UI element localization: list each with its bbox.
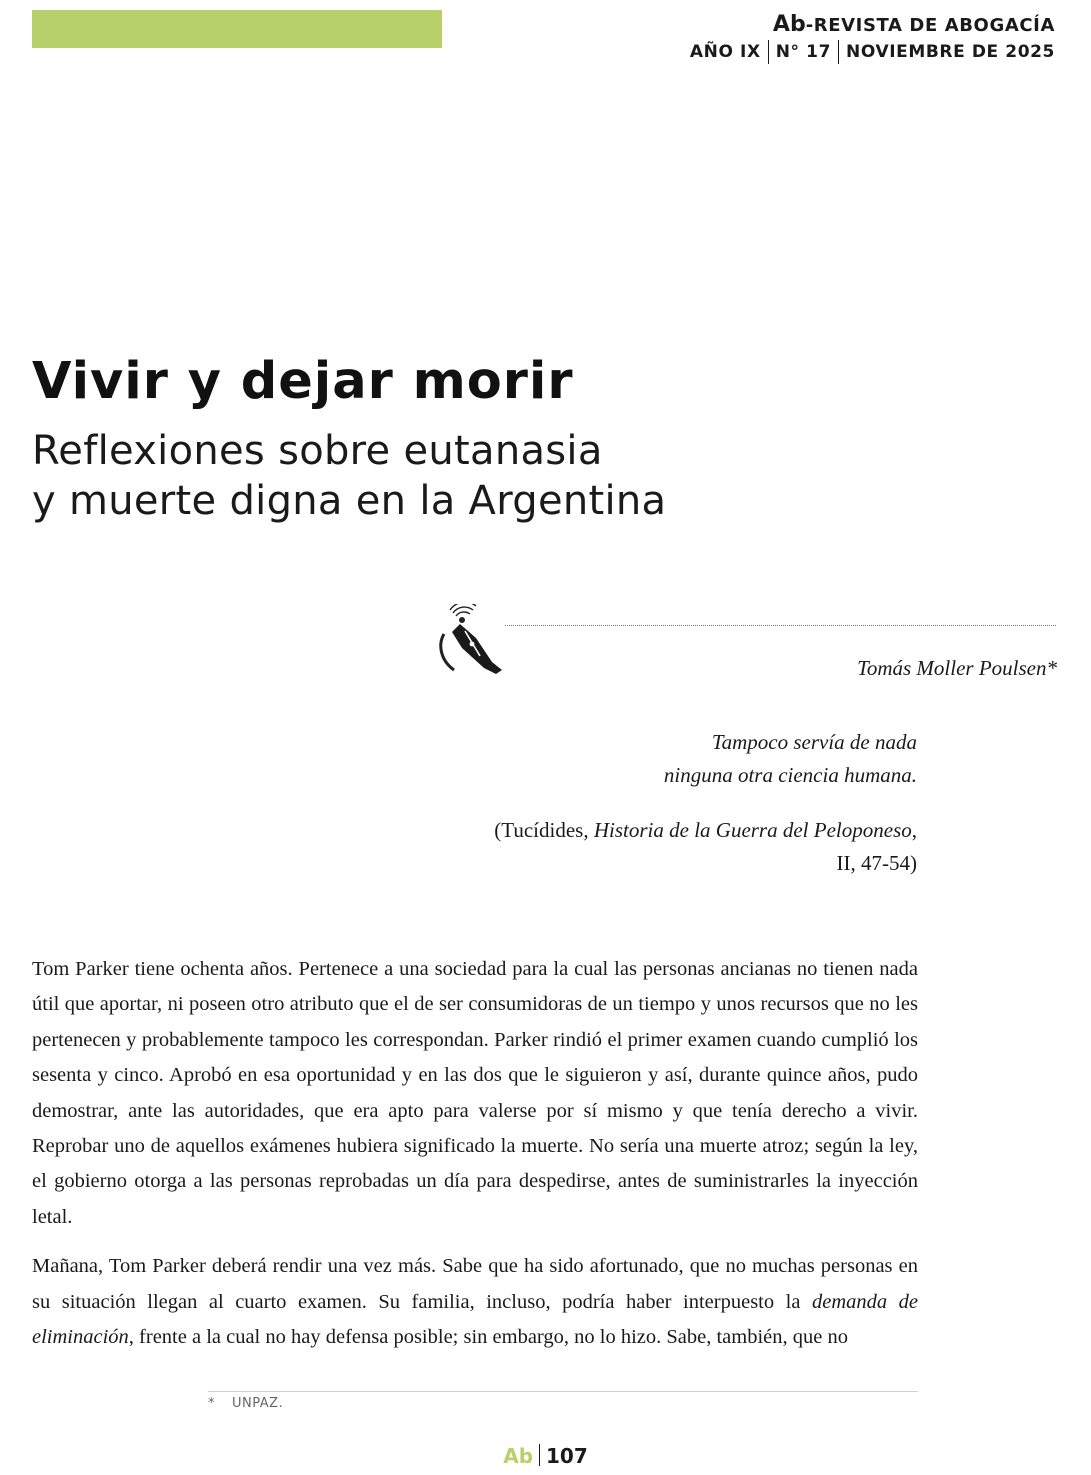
divider (838, 40, 839, 64)
epigraph-source-suffix: , (911, 818, 917, 842)
issue-number: N° 17 (775, 42, 832, 62)
issue-year: AÑO IX (689, 42, 761, 62)
epigraph-quote-line-1: Tampoco servía de nada (711, 730, 917, 754)
fountain-pen-icon (432, 604, 508, 680)
epigraph-source-line-2: II, 47-54) (836, 851, 917, 875)
footnote-divider (208, 1391, 918, 1392)
epigraph-source-title: Historia de la Guerra del Peloponeso (593, 818, 912, 842)
subtitle-line-1: Reflexiones sobre eutanasia (32, 428, 603, 474)
subtitle-line-2: y muerte digna en la Argentina (32, 478, 667, 524)
epigraph-source-prefix: (Tucídides, (494, 818, 594, 842)
accent-bar (32, 10, 442, 48)
journal-brand: Ab (772, 12, 806, 37)
journal-title: -REVISTA DE ABOGACÍA (805, 15, 1055, 36)
article-title: Vivir y dejar morir (32, 352, 574, 411)
epigraph (494, 726, 917, 880)
page-number: 107 (546, 1444, 588, 1468)
epigraph-source (494, 814, 917, 847)
divider (768, 40, 769, 64)
issue-info (690, 39, 1055, 65)
article-body (32, 952, 918, 1369)
article-subtitle (32, 426, 666, 526)
divider (539, 1444, 540, 1466)
page-folio (0, 1444, 1091, 1468)
body-paragraph-2-part-2: , frente a la cual no hay defensa posible; sin embargo, no lo hizo. Sabe, también, que no (128, 1326, 848, 1349)
folio-brand: Ab (503, 1444, 534, 1468)
body-paragraph-1: Tom Parker tiene ochenta años. Pertenece a una sociedad para la cual las personas ancianas no tienen nada útil que aportar, ni poseen otro atributo que el de ser consumidoras de un tiempo y unos recursos que no les pertenecen y probablemente tampoco les correspondan. Parker rindió el primer examen cuando cumplió los sesenta y cinco. Aprobó en esa oportunidad y en las dos que le siguieron y así, durante quince años, pudo demostrar, ante las autoridades, que era apto para valerse por sí mismo y que tenía derecho a vivir. Reprobar uno de aquellos exámenes hubiera significado la muerte. No sería una muerte atroz; según la ley, el gobierno otorga a las personas reprobadas un día para despedirse, antes de suministrarles la inyección letal. (32, 958, 918, 1228)
body-paragraph-2-part-1: Mañana, Tom Parker deberá rendir una vez más. Sabe que ha sido afortunado, que no muchas personas en su situación llegan al cuarto examen. Su familia, incluso, podría haber interpuesto la (32, 1255, 918, 1313)
author-name: Tomás Moller Poulsen* (857, 656, 1057, 680)
author-divider (505, 625, 1056, 626)
footnote-mark: * (208, 1396, 215, 1411)
footnote (208, 1396, 283, 1411)
epigraph-quote-line-2: ninguna otra ciencia humana. (663, 763, 917, 787)
body-paragraph-2-emphasis: demanda de eliminación (32, 1290, 918, 1349)
issue-date: NOVIEMBRE DE 2025 (846, 42, 1055, 62)
footnote-text: UNPAZ. (232, 1396, 284, 1411)
journal-name (690, 12, 1055, 39)
journal-masthead (690, 12, 1055, 65)
body-paragraph-2 (32, 1249, 918, 1355)
